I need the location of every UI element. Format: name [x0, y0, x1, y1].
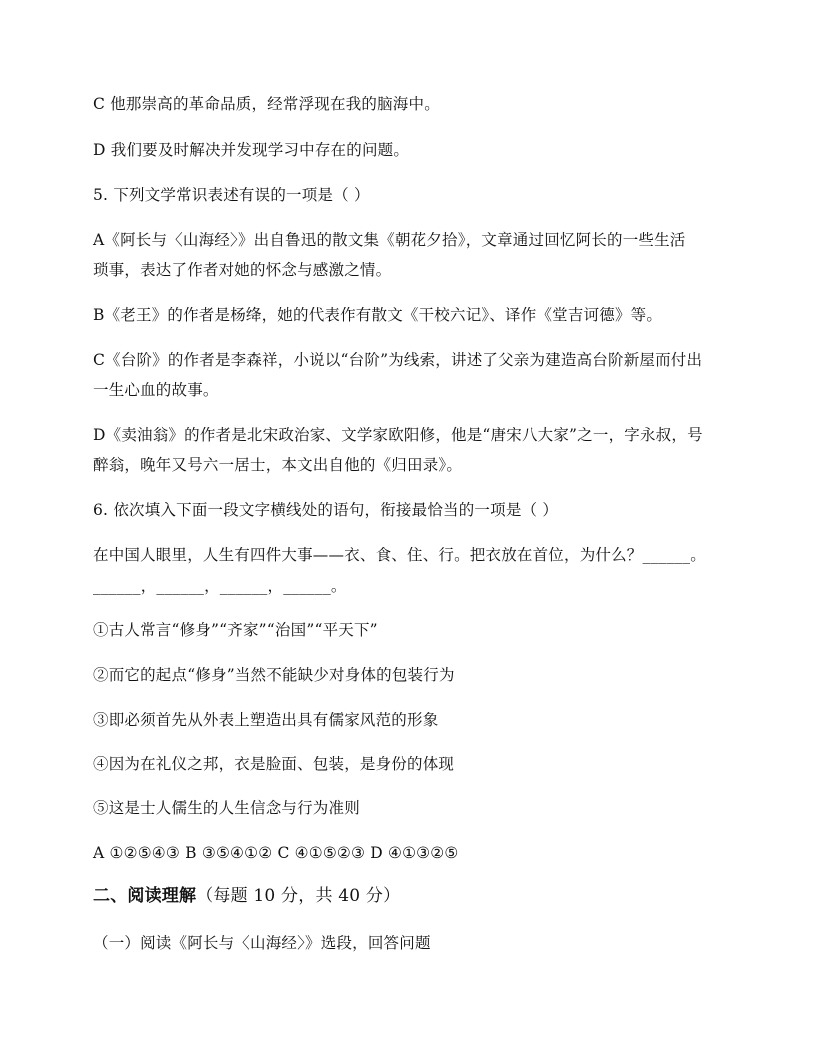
q5-option-a-line1: A《阿长与〈山海经〉》出自鲁迅的散文集《朝花夕拾》，文章通过回忆阿长的一些生活	[93, 231, 686, 249]
q6-sentence-5: ⑤这是士人儒生的人生信念与行为准则	[93, 799, 360, 817]
q5-option-b: B《老王》的作者是杨绛，她的代表作有散文《干校六记》、译作《堂吉诃德》等。	[93, 306, 663, 324]
section-heading	[93, 885, 400, 907]
q6-sentence-4: ④因为在礼仪之邦，衣是脸面、包装，是身份的体现	[93, 755, 455, 773]
q5-option-c-line1: C《台阶》的作者是李森祥，小说以“台阶”为线索，讲述了父亲为建造高台阶新屋而付出	[93, 351, 703, 369]
q6-passage-line2: ______，______，______，______。	[93, 577, 347, 595]
subsection-title: （一）阅读《阿长与〈山海经〉》选段，回答问题	[93, 934, 431, 952]
q6-sentence-1: ①古人常言“修身”“齐家”“治国”“平天下”	[93, 621, 378, 639]
section-title: 二、阅读理解	[93, 886, 197, 906]
q5-option-d-line2: 醉翁，晚年又号六一居士，本文出自他的《归田录》。	[93, 456, 463, 474]
question-6: 6. 依次填入下面一段文字横线处的语句，衔接最恰当的一项是（ ）	[93, 501, 559, 519]
section-score-note: （每题 10 分，共 40 分）	[196, 886, 401, 906]
option-d-sentence: D 我们要及时解决并发现学习中存在的问题。	[93, 141, 410, 159]
option-c-sentence: C 他那崇高的革命品质，经常浮现在我的脑海中。	[93, 95, 440, 113]
q5-option-a-line2: 琐事，表达了作者对她的怀念与感激之情。	[93, 261, 392, 279]
q5-option-c-line2: 一生心血的故事。	[93, 381, 219, 399]
q6-passage-line1: 在中国人眼里，人生有四件大事——衣、食、住、行。把衣放在首位，为什么？______。	[93, 546, 706, 564]
question-5: 5. 下列文学常识表述有误的一项是（ ）	[93, 186, 370, 204]
q6-answer-options: A ①②⑤④③ B ③⑤④①② C ④①⑤②③ D ④①③②⑤	[93, 844, 459, 862]
q6-sentence-3: ③即必须首先从外表上塑造出具有儒家风范的形象	[93, 711, 439, 729]
q5-option-d-line1: D《卖油翁》的作者是北宋政治家、文学家欧阳修，他是“唐宋八大家”之一，字永叔，号	[93, 426, 703, 444]
q6-sentence-2: ②而它的起点“修身”当然不能缺少对身体的包装行为	[93, 666, 455, 684]
